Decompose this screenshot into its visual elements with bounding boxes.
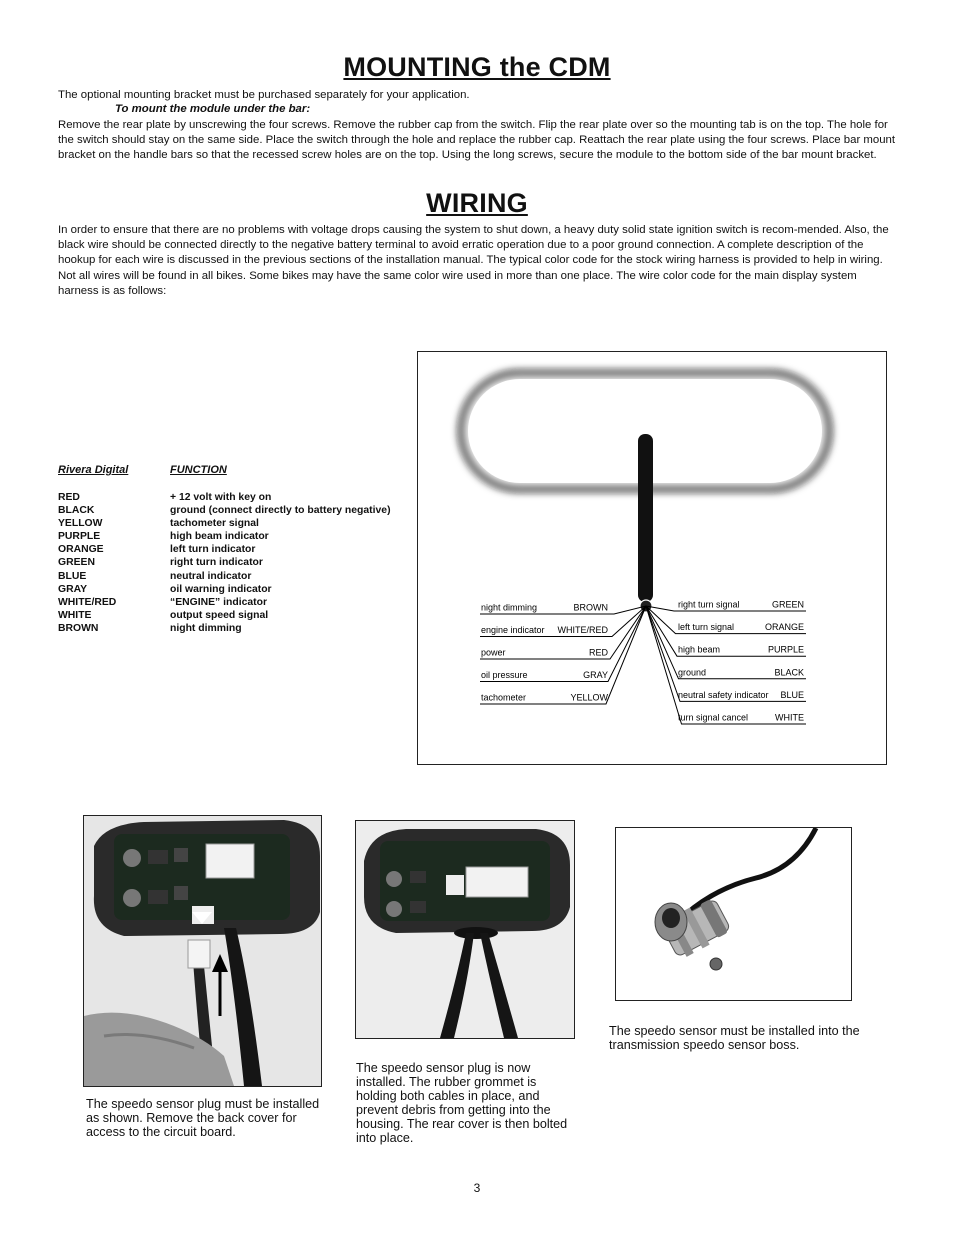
wire-color-cell: BLUE — [58, 570, 87, 582]
wire-function-label: right turn signal — [678, 599, 740, 610]
wire-function-label: tachometer — [481, 692, 527, 703]
wire-color-label: BROWN — [573, 602, 608, 613]
wire-color-label: WHITE/RED — [557, 625, 608, 635]
caption-photo2: The speedo sensor plug is now installed. The rubber grommet is holding both cables in place, and prevent debris from getting into the housing. The rear cover is then bolted into place. — [356, 1061, 568, 1145]
table-row — [58, 570, 391, 583]
wire-function-cell: night dimming — [170, 622, 242, 634]
wire-function-cell: oil warning indicator — [170, 583, 272, 595]
mounting-title: MOUNTING the CDM — [343, 52, 611, 82]
wire-function-cell: “ENGINE” indicator — [170, 596, 267, 608]
wire-color-cell: BROWN — [58, 622, 99, 634]
wiring-diagram-svg — [418, 352, 886, 764]
wire-color-label: PURPLE — [767, 644, 804, 655]
photo-speedo-plug-install — [83, 815, 322, 1087]
table-row — [58, 491, 391, 504]
table-row — [58, 596, 391, 609]
mounting-intro: The optional mounting bracket must be purchased separately for your application. — [58, 89, 470, 101]
wire-function-cell: neutral indicator — [170, 570, 252, 582]
wire-function-cell: output speed signal — [170, 609, 269, 621]
wire-function-label: oil pressure — [481, 670, 528, 680]
wire-color-label: ORANGE — [764, 622, 804, 633]
table-header-function: FUNCTION — [170, 464, 227, 476]
wire-color-cell: YELLOW — [58, 518, 103, 530]
table-row — [58, 530, 391, 543]
table-row — [58, 622, 391, 635]
mounting-body: Remove the rear plate by unscrewing the four screws. Remove the rubber cap from the switch. Flip the rear plate over so the mounting tab is on the top. The hole for the switch should stay on the same side. Place the switch through the hole and replace the rubber cap. Reattach the rear plate using the four screws. Place bar mount bracket on the handle bars so that the recessed screw holes are on the top. Using the long screws, secure the module to the bottom side of the bar mount bracket. — [58, 119, 896, 162]
page-number: 3 — [473, 1181, 481, 1195]
wire-color-cell: RED — [58, 492, 80, 503]
wire-function-label: power — [481, 647, 506, 658]
photo-speedo-plug-install-image — [84, 816, 321, 1086]
wire-function-cell: + 12 volt with key on — [170, 492, 272, 503]
wire-color-cell: ORANGE — [58, 544, 104, 556]
wire-color-cell: PURPLE — [58, 531, 101, 543]
caption-photo3: The speedo sensor must be installed into the transmission speedo sensor boss. — [609, 1024, 860, 1052]
wire-function-label: turn signal cancel — [678, 712, 749, 723]
table-row — [58, 517, 391, 530]
wire-color-cell: GRAY — [58, 583, 88, 595]
wire-function-cell: right turn indicator — [170, 557, 263, 569]
wire-color-cell: GREEN — [58, 557, 95, 569]
wiring-body: In order to ensure that there are no problems with voltage drops causing the system to shut down, a heavy duty solid state ignition switch is recom-mended. Also, the black wire should be connected directly to the negative battery terminal to avoid erratic operation due to a poor ground connection. A complete description of the hookup for each wire is discussed in the previous sections of the installation manual. The typical color code for the stock wiring harness is provided to help in wiring. Not all wires will be found in all bikes. Some bikes may have the same color wire used in more than one place. The wire color code for the main display system harness is as follows: — [58, 224, 889, 297]
wire-color-label: WHITE — [775, 712, 804, 723]
wiring-title: WIRING — [426, 188, 528, 218]
table-row — [58, 609, 391, 622]
wire-function-label: high beam — [678, 644, 721, 655]
wire-function-label: night dimming — [481, 602, 538, 613]
wire-function-label: left turn signal — [678, 622, 735, 633]
wire-color-label: YELLOW — [570, 692, 608, 703]
photo-speedo-plug-installed — [355, 820, 575, 1039]
wire-function-label: neutral safety indicator — [678, 689, 769, 700]
wire-function-cell: high beam indicator — [170, 531, 269, 543]
photo-speedo-sensor — [615, 827, 852, 1001]
table-row — [58, 583, 391, 596]
wire-color-label: GREEN — [771, 599, 804, 610]
table-row — [58, 556, 391, 569]
photo-speedo-sensor-image — [616, 828, 851, 1000]
wire-color-cell: WHITE/RED — [58, 596, 117, 608]
wire-function-label: ground — [678, 667, 707, 678]
wiring-diagram — [417, 351, 887, 765]
table-header-model: Rivera Digital — [58, 464, 129, 476]
wire-function-cell: left turn indicator — [170, 544, 256, 556]
main-cable — [638, 434, 653, 602]
wire-color-label: GRAY — [583, 670, 608, 680]
table-row — [58, 543, 391, 556]
photo-speedo-plug-installed-image — [356, 821, 574, 1038]
wire-color-cell: WHITE — [58, 609, 92, 621]
wire-color-label: BLUE — [780, 689, 804, 700]
wire-color-cell: BLACK — [58, 505, 95, 517]
caption-photo1: The speedo sensor plug must be installed as shown. Remove the back cover for access to the circuit board. — [86, 1097, 320, 1139]
wire-function-label: engine indicator — [481, 625, 545, 635]
wire-function-cell: ground (connect directly to battery negative) — [170, 505, 391, 517]
wire-color-table — [58, 491, 391, 635]
table-row — [58, 504, 391, 517]
wire-fanout — [480, 600, 806, 725]
wire-function-cell: tachometer signal — [170, 518, 259, 530]
wire-color-label: BLACK — [774, 667, 804, 678]
wire-color-label: RED — [588, 647, 608, 658]
mounting-subheading: To mount the module under the bar: — [115, 103, 311, 115]
